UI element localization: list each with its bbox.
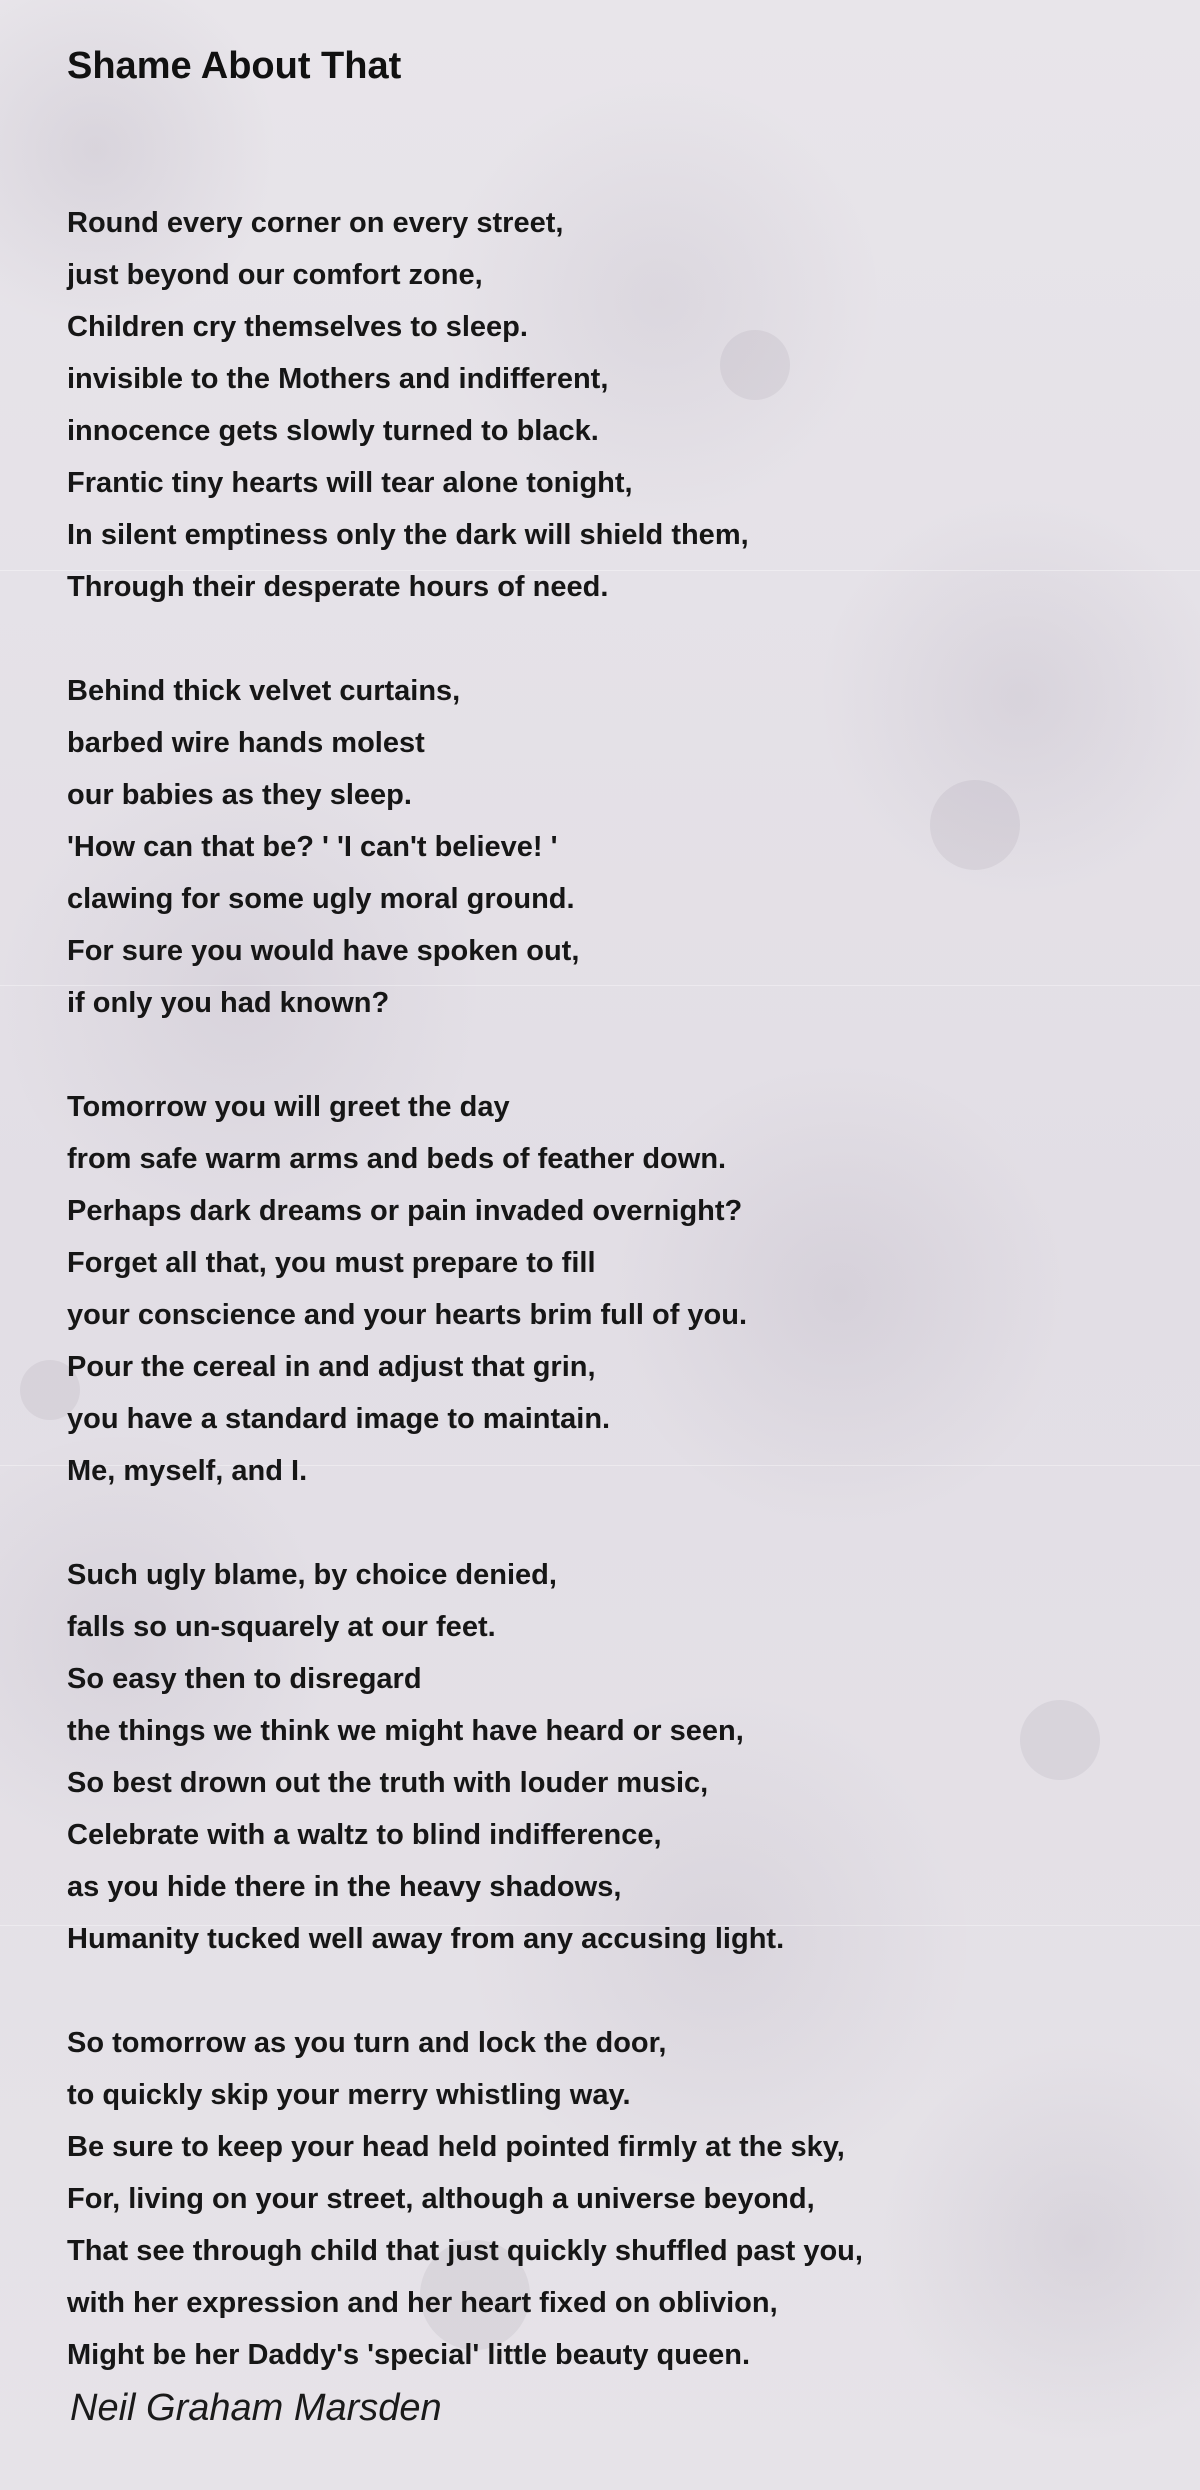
poem-line: Me, myself, and I. bbox=[67, 1455, 308, 1487]
poem-line: if only you had known? bbox=[67, 987, 390, 1019]
poem-line: Children cry themselves to sleep. bbox=[67, 311, 528, 343]
poem-author: Neil Graham Marsden bbox=[70, 2387, 442, 2429]
poem-body bbox=[67, 197, 1147, 2381]
poem-line: So easy then to disregard bbox=[67, 1663, 422, 1695]
poem-line: So tomorrow as you turn and lock the door, bbox=[67, 2027, 667, 2059]
poem-line: just beyond our comfort zone, bbox=[67, 259, 483, 291]
poem-line: For sure you would have spoken out, bbox=[67, 935, 580, 967]
poem-title: Shame About That bbox=[67, 45, 402, 87]
poem-line: For, living on your street, although a universe beyond, bbox=[67, 2183, 815, 2215]
poem-line: clawing for some ugly moral ground. bbox=[67, 883, 575, 915]
poem-line: innocence gets slowly turned to black. bbox=[67, 415, 599, 447]
poem-line: Round every corner on every street, bbox=[67, 207, 564, 239]
poem-line: Behind thick velvet curtains, bbox=[67, 675, 461, 707]
poem-line: Celebrate with a waltz to blind indifference, bbox=[67, 1819, 662, 1851]
poem-line: from safe warm arms and beds of feather down. bbox=[67, 1143, 727, 1175]
poem-line: our babies as they sleep. bbox=[67, 779, 412, 811]
poem-line: as you hide there in the heavy shadows, bbox=[67, 1871, 622, 1903]
poem-line: Perhaps dark dreams or pain invaded overnight? bbox=[67, 1195, 743, 1227]
poem-line: your conscience and your hearts brim full of you. bbox=[67, 1299, 748, 1331]
poem-line: with her expression and her heart fixed on oblivion, bbox=[67, 2287, 778, 2319]
poem-line: the things we think we might have heard or seen, bbox=[67, 1715, 744, 1747]
poem-stanza bbox=[67, 1081, 1147, 1497]
poem-stanza bbox=[67, 665, 1147, 1029]
poem-line: So best drown out the truth with louder music, bbox=[67, 1767, 709, 1799]
poem-line: Through their desperate hours of need. bbox=[67, 571, 609, 603]
poem-line: to quickly skip your merry whistling way. bbox=[67, 2079, 631, 2111]
poem-stanza bbox=[67, 1549, 1147, 1965]
poem-line: Be sure to keep your head held pointed firmly at the sky, bbox=[67, 2131, 845, 2163]
poem-stanza bbox=[67, 197, 1147, 613]
poem-line: Humanity tucked well away from any accusing light. bbox=[67, 1923, 785, 1955]
poem-line: Forget all that, you must prepare to fill bbox=[67, 1247, 596, 1279]
poem-line: Pour the cereal in and adjust that grin, bbox=[67, 1351, 596, 1383]
poem-line: invisible to the Mothers and indifferent, bbox=[67, 363, 609, 395]
poem-line: 'How can that be? ' 'I can't believe! ' bbox=[67, 831, 558, 863]
poem-line: In silent emptiness only the dark will shield them, bbox=[67, 519, 749, 551]
poem bbox=[67, 44, 1147, 2433]
poem-line: falls so un-squarely at our feet. bbox=[67, 1611, 496, 1643]
poem-line: barbed wire hands molest bbox=[67, 727, 425, 759]
poem-line: Frantic tiny hearts will tear alone tonight, bbox=[67, 467, 633, 499]
poem-line: Tomorrow you will greet the day bbox=[67, 1091, 510, 1123]
poem-line: Such ugly blame, by choice denied, bbox=[67, 1559, 557, 1591]
poem-line: you have a standard image to maintain. bbox=[67, 1403, 611, 1435]
poem-line: That see through child that just quickly shuffled past you, bbox=[67, 2235, 863, 2267]
poem-line: Might be her Daddy's 'special' little beauty queen. bbox=[67, 2339, 751, 2371]
poem-stanza bbox=[67, 2017, 1147, 2381]
